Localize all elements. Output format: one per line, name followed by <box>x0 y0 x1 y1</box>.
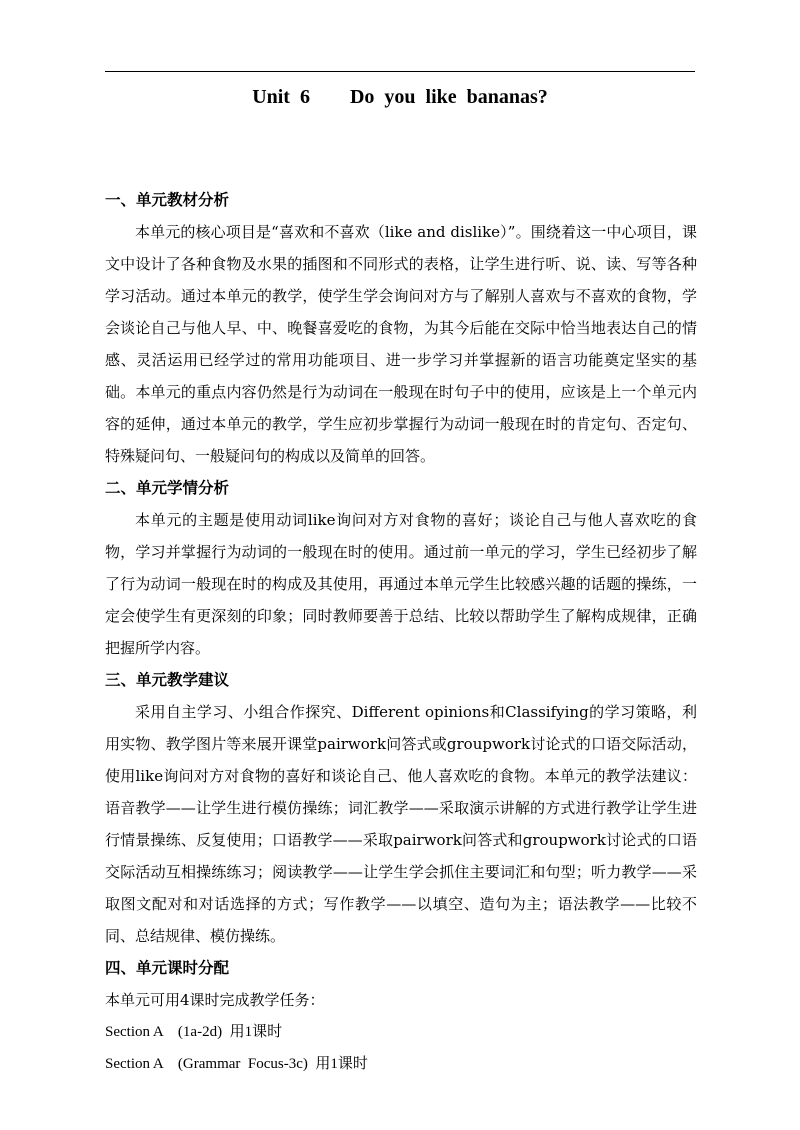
header-rule <box>105 71 695 72</box>
schedule-line: Section A (1a-2d) 用1课时 <box>105 1024 283 1040</box>
section-heading: 三、单元教学建议 <box>105 670 230 689</box>
section-paragraph: 本单元的核心项目是“喜欢和不喜欢（like and dislike）”。围绕着这一中心项目，课文中设计了各种食物及水果的插图和不同形式的表格，让学生进行听、说、读、写等各种学习活动。通过本单元的教学，使学生学会询问对方与了解别人喜欢与不喜欢的食物，学会谈论自己与他人早、中、晚餐喜爱吃的食物，为其今后能在交际中恰当地表达自己的情感、灵活运用已经学过的常用功能项目、进一步学习并掌握新的语言功能奠定坚实的基础。本单元的重点内容仍然是行为动词在一般现在时句子中的使用，应该是上一个单元内容的延伸，通过本单元的教学，学生应初步掌握行为动词一般现在时的肯定句、否定句、特殊疑问句、一般疑问句的构成以及简单的回答。 <box>105 223 697 465</box>
section-paragraph: 采用自主学习、小组合作探究、Different opinions和Classifying的学习策略，利用实物、教学图片等来展开课堂pairwork问答式或groupwork讨论式的口语交际活动，使用like询问对方对食物的喜好和谈论自己、他人喜欢吃的食物。本单元的教学法建议：语音教学——让学生进行模仿操练；词汇教学——采取演示讲解的方式进行教学让学生进行情景操练、反复使用；口语教学——采取pairwork问答式和groupwork讨论式的口语交际活动互相操练练习；阅读教学——让学生学会抓住主要词汇和句型；听力教学——采取图文配对和对话选择的方式；写作教学——以填空、造句为主；语法教学——比较不同、总结规律、模仿操练。 <box>105 703 697 945</box>
schedule-line: Section A (Grammar Focus-3c) 用1课时 <box>105 1056 368 1072</box>
document-body <box>105 184 697 1080</box>
document-title: Unit 6 Do you like bananas? <box>252 86 548 108</box>
schedule-line: 本单元可用4课时完成教学任务： <box>105 991 325 1009</box>
section-heading: 二、单元学情分析 <box>105 478 230 497</box>
section-heading: 一、单元教材分析 <box>105 190 230 209</box>
section-paragraph: 本单元的主题是使用动词like询问对方对食物的喜好；谈论自己与他人喜欢吃的食物，学习并掌握行为动词的一般现在时的使用。通过前一单元的学习，学生已经初步了解了行为动词一般现在时的构成及其使用，再通过本单元学生比较感兴趣的话题的操练，一定会使学生有更深刻的印象；同时教师要善于总结、比较以帮助学生了解构成规律，正确把握所学内容。 <box>105 511 697 657</box>
section-heading: 四、单元课时分配 <box>105 958 230 977</box>
